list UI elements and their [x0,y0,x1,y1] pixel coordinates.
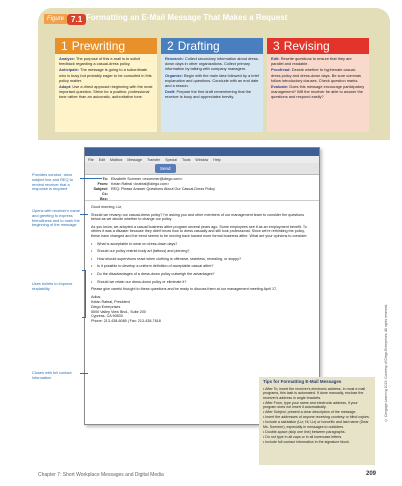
column-item [59,67,153,83]
signoff: Adios, [91,294,102,299]
tip-item: • Do not type in all caps or in all lowercase letters. [263,435,371,440]
column-body [55,54,157,132]
sig-name: Kelan Rafeal, President [91,300,130,305]
message-body[interactable] [85,201,319,327]
item-term: Anticipate: [59,67,80,73]
item-text: Prepare the first draft remembering that the receiver is busy and appreciates brevity. [165,89,252,100]
step-title: Revising [283,39,330,53]
tip-item: • After Subject, present a clear description of the message. [263,410,371,415]
column-item [59,84,153,100]
step-number: 2 [167,39,174,53]
menu-message[interactable]: Message [127,157,142,162]
item-text: Rewrite questions to ensure that they are parallel and readable. [271,56,352,67]
item-text: The message is going to a subordinate who is busy but probably eager to be consulted in this policy matter. [59,67,152,83]
item-text: Use a direct approach beginning with the most important question. Strive for a positive, professional tone rather than an autocratic, authoritative tone. [59,84,153,100]
from-field[interactable]: Kelan Rafeal <krafeal@diego.com> [111,182,170,186]
annotation-greeting: Opens with receiver's name and greeting to express friendliness and to mark the beginning of the message [32,208,80,228]
toolbar [85,163,319,175]
from-label: From: [97,182,108,186]
item-term: Evaluate: [271,84,289,90]
figure-title: Formatting an E-Mail Message That Makes a Request [86,13,288,22]
column-header [267,38,369,54]
column-body [161,54,263,132]
tips-list [263,387,371,445]
item-term: Edit: [271,56,280,61]
sig-phone: Phone: 213-438-6085 | Fax: 213-438-7618 [91,318,161,323]
revising-column [267,38,369,132]
item-term: Organize: [165,72,183,78]
item-text: Collect secondary information about dress-down days in other organizations. Collect primary information by talking with company managers. [165,56,259,72]
tip-item: • Double-space (skip one line) between paragraphs. [263,430,371,435]
sig-address2: Cypress, CA 90630 [91,314,123,319]
annotation-bracket [82,270,86,318]
menu-window[interactable]: Window [195,157,209,162]
item-text: The purpose of this e-mail is to solicit feedback regarding a casual-dress policy. [59,56,141,67]
window-title-bar [85,148,319,156]
column-header [161,38,263,54]
annotation-line [80,214,88,215]
item-term: Proofread: [271,67,291,73]
bullet-text: Should we retain our dress-down policy or eliminate it? [97,279,187,284]
drafting-column [161,38,263,132]
item-term: Adapt: [59,84,72,90]
message-header [85,175,319,201]
greeting: Good morning, Liz, [91,205,123,209]
step-title: Drafting [177,39,220,53]
tips-title: Tips for Formatting E-Mail Messages [263,379,342,384]
tip-item: • After To, insert the receiver's electronic address. In most e-mail programs, this task is automated. If done manually, enclose the receiver's address in angle brackets. [263,387,371,401]
signature-block [91,300,313,323]
to-label: To: [102,177,108,181]
menu-tools[interactable]: Tools [182,157,191,162]
menu-file[interactable]: File [88,157,94,162]
footer-chapter: Chapter 7: Short Workplace Messages and Digital Media [38,472,164,478]
page-number: 209 [366,471,377,477]
step-number: 3 [273,39,280,53]
column-item [59,56,153,66]
closing-request: Please give careful thought to these questions and be ready to discuss them at our management meeting April 17. [91,287,278,292]
menu-help[interactable]: Help [213,157,221,162]
column-item [271,84,365,100]
item-term: Research: [165,56,184,61]
item-term: Draft: [165,89,176,95]
bullet-text: Should our policy restrict body art (tattoos) and piercing? [97,249,190,254]
bcc-label: Bcc: [100,197,108,201]
copyright-line: © Cengage Learning 2015. Courtesy of Diego Enterprises. All rights reserved. [384,303,388,422]
bullet-item: • Do the disadvantages of a dress-down policy outweigh the advantages? [91,271,215,276]
to-field[interactable]: Elizabeth Sommer <esommer@diego.com> [111,177,183,181]
paragraph: As you know, we adopted a casual business attire program several years ago. Some employees see it as an employment benefit. To others it was a disaster because they didn't know how to dress casually and still look professional. Since we're rethinking the policy, these have changed and the trend seems to be moving back toward more formal business attire. What are your opinions to consider: [91,224,308,238]
subject-label: Subject: [93,187,108,191]
item-text: Decide whether to hyphenate casual-dress policy and dress-down days. Be sure commas follow introductory clauses. Check question marks. [271,67,361,83]
bullet-item: • Should we retain our dress-down policy or eliminate it? [91,279,187,284]
annotation-subject: Provides concise, clear subject line and REQ to remind receiver that a response is required [32,172,73,192]
item-term: Analyze: [59,56,75,61]
menu-transfer[interactable]: Transfer [146,157,161,162]
column-item [271,67,365,83]
bullet-item: • What is acceptable to wear on dress-down days? [91,241,178,246]
bullet-text: How should supervisors react when clothing is offensive, tasteless, revealing, or sloppy? [97,256,242,261]
annotation-line [80,373,88,374]
menu-special[interactable]: Special [165,157,178,162]
tip-item: • Insert the addresses of anyone receiving courtesy or blind copies. [263,415,371,420]
step-title: Prewriting [71,39,126,53]
bcc-field[interactable] [111,197,315,202]
column-item [165,89,259,99]
tip-item: • After From, type your name and electronic address, if your program does not insert it automatically. [263,401,371,410]
paragraph: Should we revamp our casual-dress policy? I'm asking you and other members of our management team to consider the questions below as we decide whether to change our policy. [91,212,305,222]
bullet-text: Is it possible to develop a uniform definition of acceptable casual attire? [97,264,214,269]
sig-company: Diego Enterprises [91,304,121,309]
column-body [267,54,369,132]
column-item [271,56,365,66]
annotation-line [80,178,102,179]
column-header [55,38,157,54]
annotation-closing: Closes with full contact information [32,370,72,380]
subject-field[interactable]: REQ: Please Answer Questions About Our Casual-Dress Policy [111,187,215,191]
cc-label: Cc: [102,192,108,196]
prewriting-column [55,38,157,132]
tip-item: • Include full contact information in the signature block. [263,440,371,445]
figure-word: Figure [44,14,67,24]
column-item [165,56,259,72]
sig-address1: 5000 Valley View Blvd., Suite 200 [91,309,146,314]
bullet-item: • How should supervisors react when clothing is offensive, tasteless, revealing, or sloppy? [91,256,242,261]
figure-label [44,12,86,26]
column-item [165,73,259,89]
menu-bar [85,156,319,163]
bullet-item: • Should our policy restrict body art (tattoos) and piercing? [91,249,190,254]
send-button[interactable]: Send [155,164,176,173]
item-text: Does this message encourage participatory management? Will the receiver be able to answer the questions and respond easily? [271,84,365,100]
tips-box [259,377,375,465]
menu-mailbox[interactable]: Mailbox [110,157,123,162]
bullet-item: • Is it possible to develop a uniform definition of acceptable casual attire? [91,264,214,269]
figure-number: 7.1 [67,14,86,25]
tip-item: • Include a salutation (Liz; Hi, Liz) or honorific and last name (Dear Ms. Sommer), especially in messages to outsiders. [263,420,371,429]
bullet-text: What is acceptable to wear on dress-down days? [97,241,178,246]
menu-edit[interactable]: Edit [98,157,105,162]
item-text: Begin with the main idea followed by a brief explanation and questions. Conclude with an end date and a reason. [165,72,259,89]
annotation-bullets: Uses bullets to improve readability [32,281,73,291]
step-number: 1 [61,39,68,53]
bullet-text: Do the disadvantages of a dress-down policy outweigh the advantages? [97,271,215,276]
